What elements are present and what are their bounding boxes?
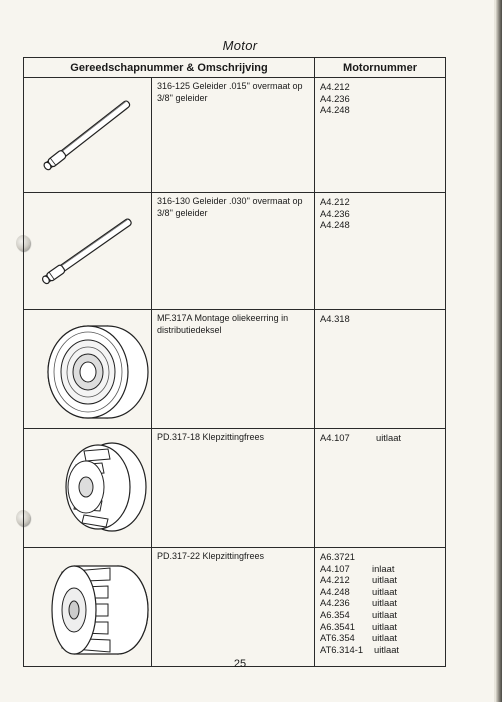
table-row bbox=[24, 193, 446, 310]
engine-item bbox=[320, 81, 445, 93]
engine-model: AT6.354 bbox=[320, 632, 355, 644]
engine-model: A4.248 bbox=[320, 585, 350, 597]
page-number: 25 bbox=[233, 658, 247, 670]
tool-description-cell bbox=[152, 78, 315, 193]
engine-item bbox=[320, 621, 445, 633]
engine-note: uitlaat bbox=[372, 574, 398, 586]
engine-item bbox=[320, 574, 445, 586]
engine-model: A4.236 bbox=[320, 207, 350, 219]
engine-model: A6.3721 bbox=[320, 551, 355, 562]
valve-seat-cutter-icon bbox=[24, 548, 152, 666]
engine-model: A6.3541 bbox=[320, 620, 355, 632]
engine-note: uitlaat bbox=[372, 585, 398, 597]
header-tool-description: Gereedschapnummer & Omschrijving bbox=[24, 58, 315, 78]
engine-item bbox=[320, 93, 445, 105]
table-row bbox=[24, 78, 446, 193]
engine-item bbox=[320, 219, 445, 231]
engine-item bbox=[320, 432, 445, 444]
valve-seat-cutter-icon bbox=[24, 429, 152, 547]
engine-model: A4.236 bbox=[320, 92, 350, 104]
engine-item bbox=[320, 313, 445, 325]
engine-model: A4.318 bbox=[320, 313, 350, 324]
engine-list-cell bbox=[315, 310, 446, 429]
tool-image-cell bbox=[24, 193, 152, 310]
engine-note: inlaat bbox=[372, 562, 395, 574]
table-row bbox=[24, 429, 446, 548]
engine-model: A6.354 bbox=[320, 608, 350, 620]
header-engine-number: Motornummer bbox=[315, 58, 446, 78]
engine-list-cell bbox=[315, 78, 446, 193]
tool-description: 316-125 Geleider .015'' overmaat op 3/8'' geleider bbox=[157, 81, 303, 103]
engine-note: uitlaat bbox=[376, 432, 402, 443]
engine-item bbox=[320, 586, 445, 598]
engine-model: AT6.314-1 bbox=[320, 643, 364, 655]
engine-note: uitlaat bbox=[372, 597, 398, 609]
tool-description: PD.317-18 Klepzittingfrees bbox=[157, 432, 265, 442]
engine-item bbox=[320, 104, 445, 116]
tool-description-cell bbox=[152, 548, 315, 667]
tool-description-cell bbox=[152, 310, 315, 429]
engine-model: A4.248 bbox=[320, 104, 350, 116]
table-row bbox=[24, 310, 446, 429]
tool-description: 316-130 Geleider .030'' overmaat op 3/8'' geleider bbox=[157, 196, 303, 218]
engine-model: A4.236 bbox=[320, 597, 350, 609]
engine-model: A4.107 bbox=[320, 562, 350, 574]
seal-installer-icon bbox=[24, 310, 152, 428]
engine-note: uitlaat bbox=[372, 608, 398, 620]
tool-description: PD.317-22 Klepzittingfrees bbox=[157, 551, 265, 561]
tool-image-cell bbox=[24, 310, 152, 429]
table-row bbox=[24, 548, 446, 667]
engine-item bbox=[320, 551, 445, 563]
engine-note: uitlaat bbox=[372, 632, 398, 644]
engine-model: A4.212 bbox=[320, 81, 350, 92]
engine-note: uitlaat bbox=[374, 643, 400, 655]
engine-model: A4.212 bbox=[320, 196, 350, 207]
engine-list-cell bbox=[315, 193, 446, 310]
valve-guide-pilot-icon bbox=[24, 78, 152, 192]
engine-item bbox=[320, 563, 445, 575]
page-edge-shadow bbox=[496, 0, 502, 702]
engine-item bbox=[320, 609, 445, 621]
tool-image-cell bbox=[24, 429, 152, 548]
engine-model: A4.248 bbox=[320, 219, 350, 231]
engine-item bbox=[320, 597, 445, 609]
engine-list-cell bbox=[315, 548, 446, 667]
engine-list-cell bbox=[315, 429, 446, 548]
tool-image-cell bbox=[24, 548, 152, 667]
page-title: Motor bbox=[222, 38, 258, 53]
table-header-row bbox=[24, 58, 446, 78]
engine-item bbox=[320, 208, 445, 220]
tool-table bbox=[23, 57, 446, 667]
tool-description-cell bbox=[152, 193, 315, 310]
tool-description: MF.317A Montage oliekeerring in distributiedeksel bbox=[157, 313, 289, 335]
engine-item bbox=[320, 196, 445, 208]
engine-model: A4.212 bbox=[320, 574, 350, 586]
tool-description-cell bbox=[152, 429, 315, 548]
engine-item bbox=[320, 644, 445, 656]
engine-item bbox=[320, 632, 445, 644]
valve-guide-pilot-icon bbox=[24, 193, 152, 309]
tool-image-cell bbox=[24, 78, 152, 193]
engine-model: A4.107 bbox=[320, 432, 350, 443]
engine-note: uitlaat bbox=[372, 620, 398, 632]
